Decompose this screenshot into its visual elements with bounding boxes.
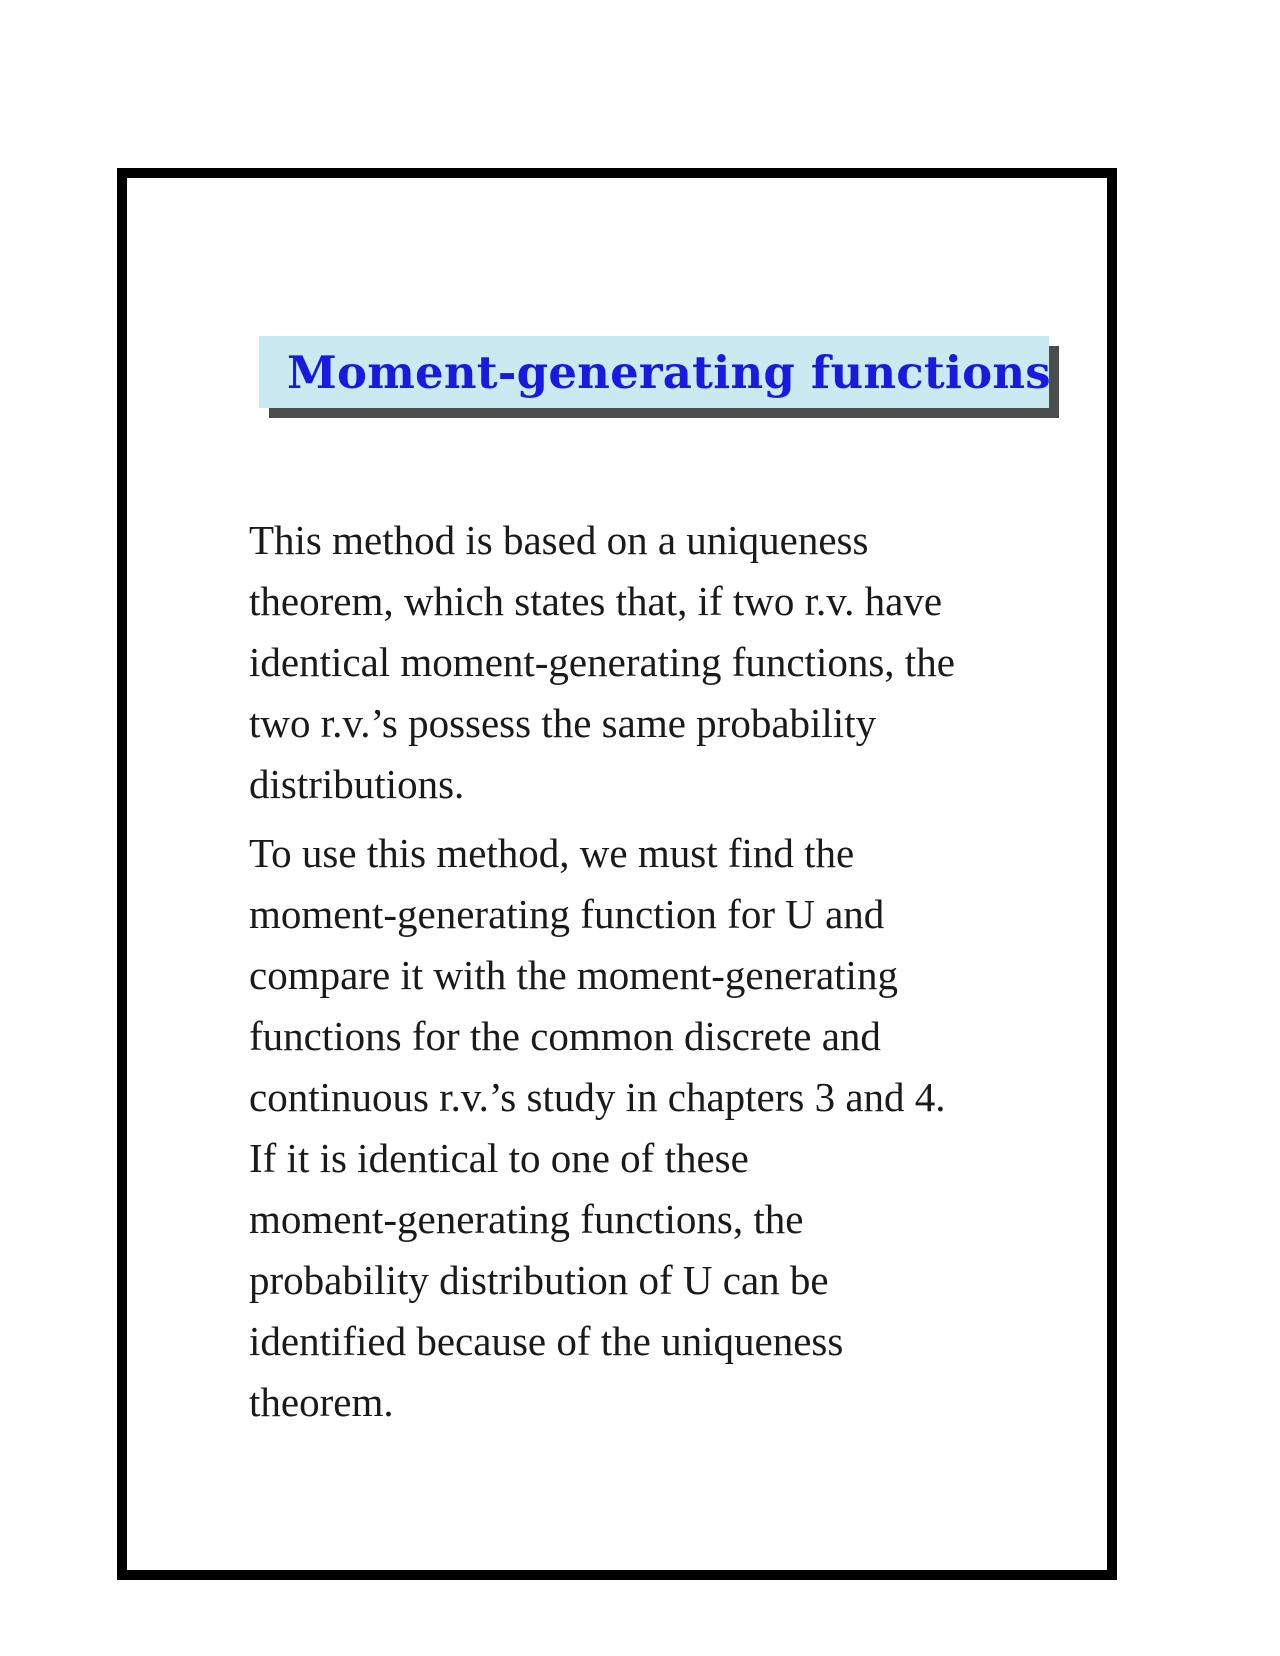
text-line: functions for the common discrete and xyxy=(249,1013,881,1059)
text-line: If it is identical to one of these xyxy=(249,1135,749,1181)
text-line: This method is based on a uniqueness xyxy=(249,517,869,563)
slide-title: Moment-generating functions xyxy=(287,345,1051,399)
text-line: theorem. xyxy=(249,1379,394,1425)
paragraph-method-usage xyxy=(249,823,1089,1433)
text-line: two r.v.’s possess the same probability xyxy=(249,700,877,746)
text-line: identical moment-generating functions, the xyxy=(249,639,955,685)
paragraph-uniqueness-theorem xyxy=(249,510,1089,815)
title-box xyxy=(259,336,1049,408)
text-line: compare it with the moment-generating xyxy=(249,952,898,998)
text-line: distributions. xyxy=(249,761,465,807)
text-line: identified because of the uniqueness xyxy=(249,1318,844,1364)
text-line: theorem, which states that, if two r.v. have xyxy=(249,578,943,624)
text-line: moment-generating function for U and xyxy=(249,891,885,937)
text-line: moment-generating functions, the xyxy=(249,1196,804,1242)
slide-title-banner xyxy=(259,336,1049,408)
text-line: continuous r.v.’s study in chapters 3 and 4. xyxy=(249,1074,946,1120)
slide-body xyxy=(249,510,1089,1433)
text-line: To use this method, we must find the xyxy=(249,830,855,876)
text-line: probability distribution of U can be xyxy=(249,1257,829,1303)
